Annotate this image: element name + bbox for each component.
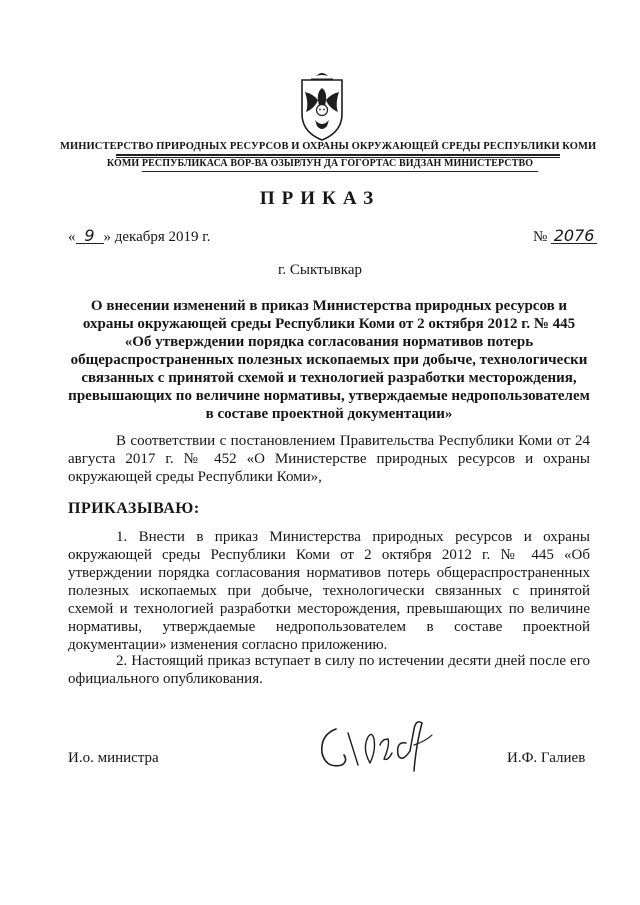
header-divider-thick	[116, 154, 560, 156]
order-heading: ПРИКАЗЫВАЮ:	[68, 500, 200, 517]
signature-icon	[318, 715, 446, 777]
number-value-handwritten: 2076	[551, 229, 597, 244]
number-prefix: №	[533, 229, 548, 245]
date-month-year: » декабря 2019 г.	[103, 229, 211, 245]
document-title: ПРИКАЗ	[259, 188, 381, 209]
signatory-name: И.Ф. Галиев	[507, 750, 586, 766]
date-day-handwritten: 9	[76, 229, 104, 244]
basis-paragraph: В соответствии с постановлением Правительства Республики Коми от 24 августа 2017 г. № 452 «О Министерстве природных ресурсов и охраны окружающей среды Республики Коми»,	[68, 433, 590, 485]
ministry-name-russian: МИНИСТЕРСТВО ПРИРОДНЫХ РЕСУРСОВ И ОХРАНЫ ОКРУЖАЮЩЕЙ СРЕДЫ РЕСПУБЛИКИ КОМИ	[60, 141, 597, 152]
document-number	[533, 226, 597, 246]
document-subject: О внесении изменений в приказ Министерства природных ресурсов и охраны окружающей среды Республики Коми от 2 октября 2012 г. № 445 «Об утверждении порядка согласования нормативов потерь общераспространенных полезных ископаемых при добыче, технологически связанных с принятой схемой и технологией разработки месторождения, превышающих по величине нормативы, утверждаемые недропользователем в составе проектной документации»	[68, 298, 590, 422]
order-item-2: 2. Настоящий приказ вступает в силу по истечении десяти дней после его официального опубликования.	[68, 653, 590, 687]
order-item-1: 1. Внести в приказ Министерства природных ресурсов и охраны окружающей среды Республики Коми от 2 октября 2012 г. № 445 «Об утверждении порядка согласования нормативов потерь общераспространенных полезных ископаемых при добыче, технологически связанных с принятой схемой и технологией разработки месторождения, превышающих по величине нормативы, утверждаемые недропользователем в составе проектной документации» изменения согласно приложению.	[68, 529, 590, 653]
signatory-role: И.о. министра	[68, 750, 159, 766]
header-divider-bottom	[142, 171, 538, 172]
document-date	[68, 226, 211, 246]
coat-of-arms-icon	[297, 70, 347, 144]
ministry-name-komi: КОМИ РЕСПУБЛИКАСА ВӦР-ВА ОЗЫРЛУН ДА ГӦГӦРТАС ВИДЗАН МИНИСТЕРСТВО	[106, 158, 534, 169]
date-open-quote: «	[68, 229, 76, 245]
document-city: г. Сыктывкар	[277, 262, 363, 278]
